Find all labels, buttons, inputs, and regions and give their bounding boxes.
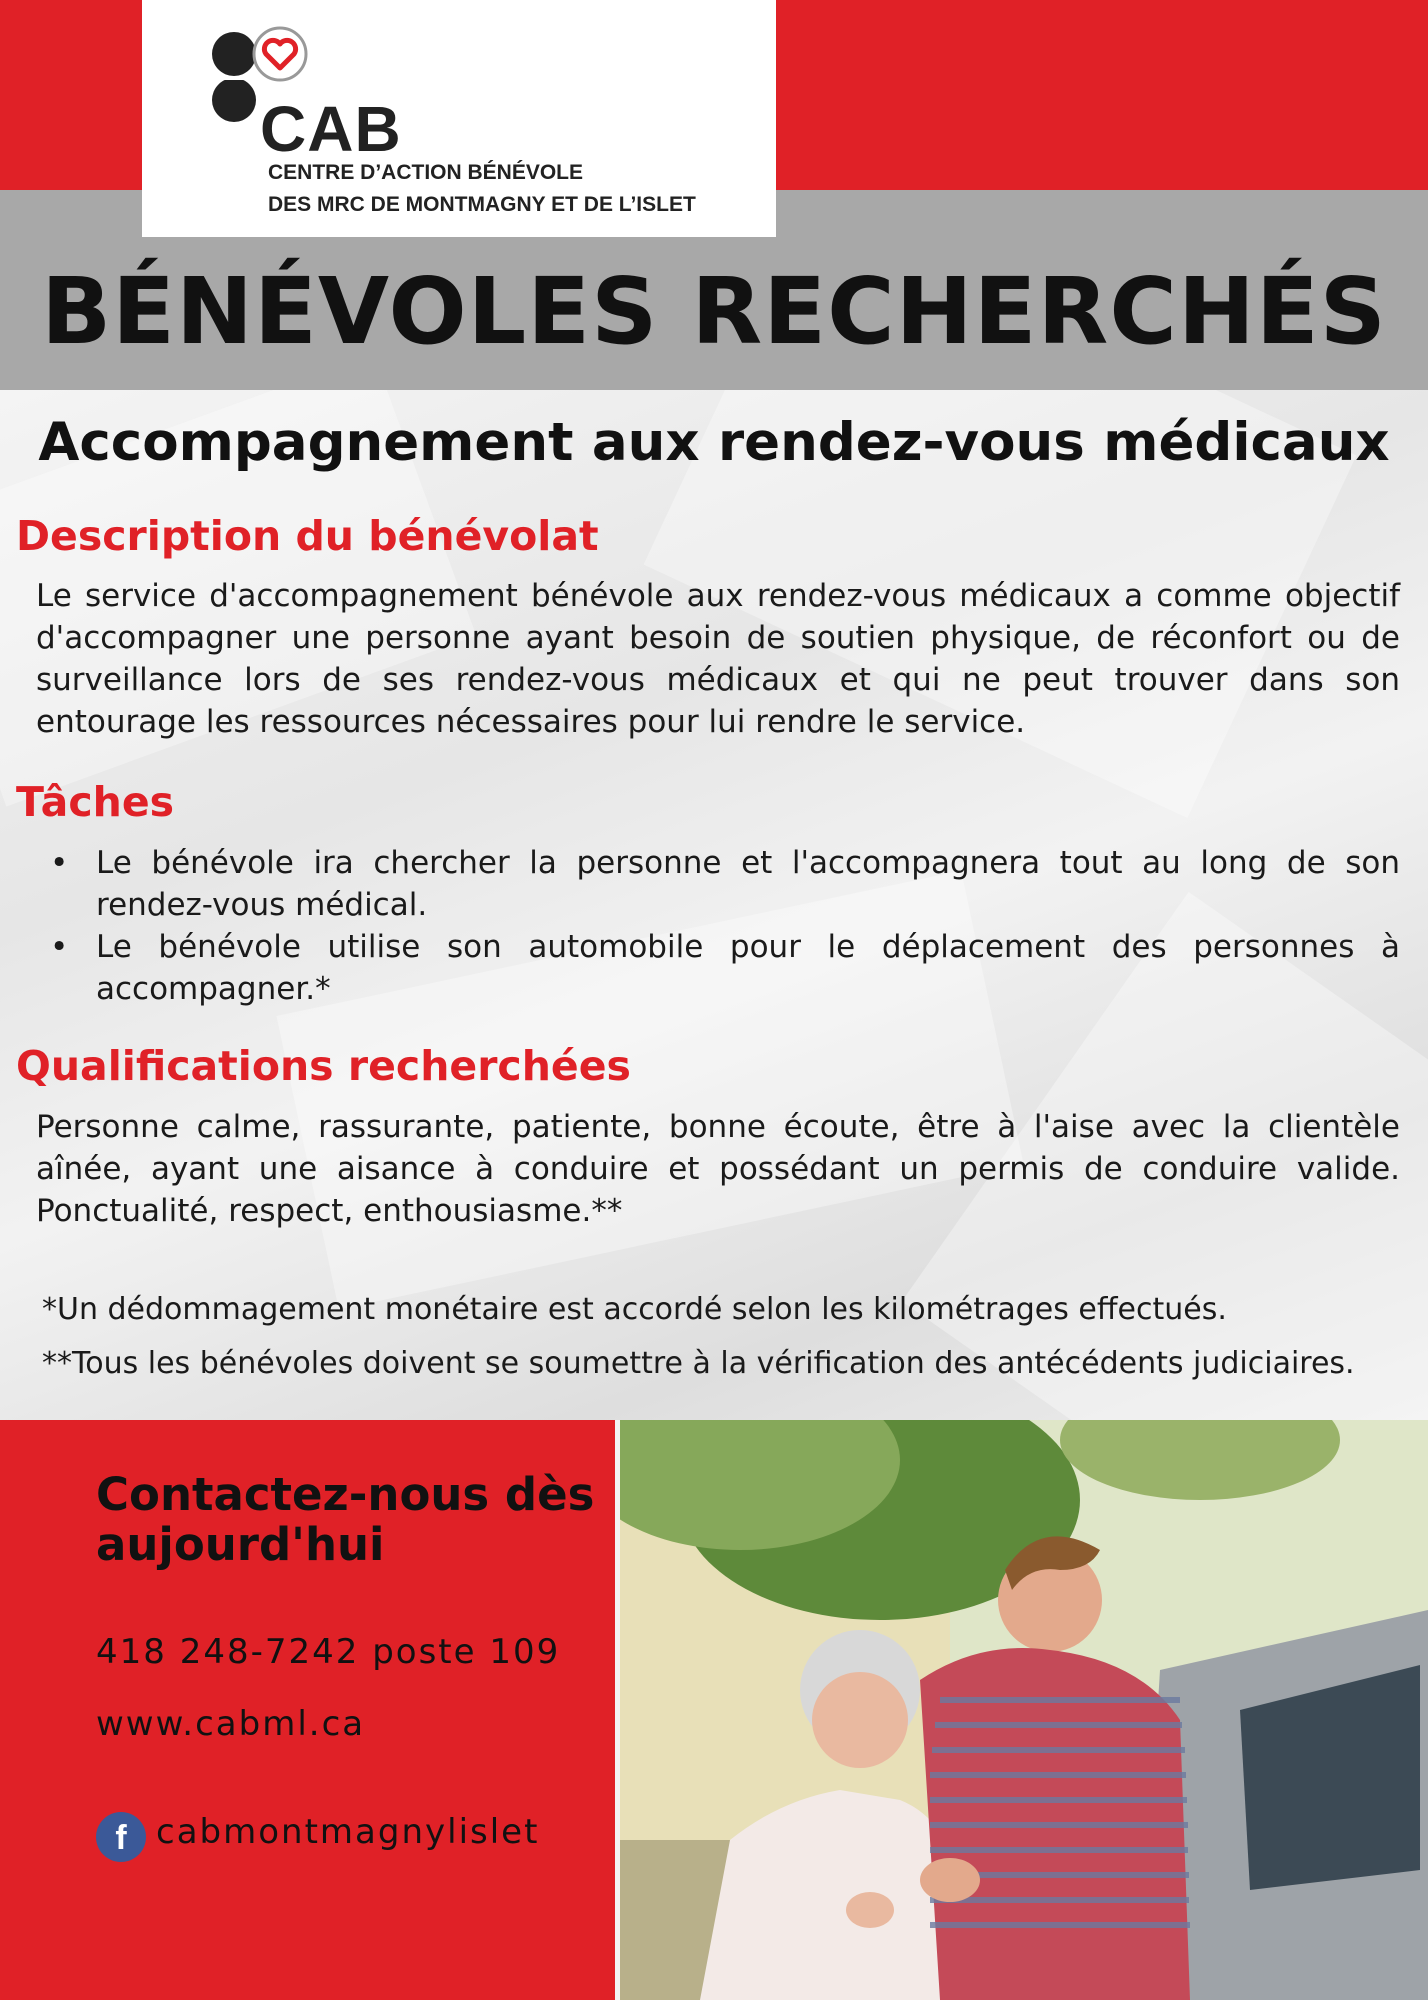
bullet-icon: • xyxy=(50,845,69,881)
task-text: Le bénévole ira chercher la personne et l'accompagnera tout au long de son rendez-vous médical. xyxy=(96,845,1400,923)
contact-title: Contactez-nous dès aujourd'hui xyxy=(96,1468,595,1571)
qualifications-text: Personne calme, rassurante, patiente, bonne écoute, être à l'aise avec la clientèle aînée, ayant une aisance à conduire et possédant un permis de conduire valide. Ponctualité, respect, enthousiasme.** xyxy=(36,1109,1400,1229)
task-text: Le bénévole utilise son automobile pour le déplacement des personnes à accompagner.* xyxy=(96,929,1400,1007)
contact-website[interactable]: www.cabml.ca xyxy=(96,1704,366,1744)
tasks-list xyxy=(36,842,1400,1010)
tasks-heading: Tâches xyxy=(16,778,175,826)
contact-phone: 418 248-7242 poste 109 xyxy=(96,1632,561,1672)
volunteer-photo xyxy=(620,1420,1428,2000)
contact-facebook[interactable]: cabmontmagnylislet xyxy=(156,1812,540,1852)
page-subtitle: Accompagnement aux rendez-vous médicaux xyxy=(38,412,1390,473)
logo-org-line2: DES MRC DE MONTMAGNY ET DE L’ISLET xyxy=(268,193,696,216)
bullet-icon: • xyxy=(50,929,69,965)
footnote-background-check: **Tous les bénévoles doivent se soumettre à la vérification des antécédents judiciaires. xyxy=(42,1346,1355,1381)
facebook-icon[interactable]: f xyxy=(96,1812,146,1862)
qualifications-heading: Qualifications recherchées xyxy=(16,1042,631,1090)
logo-acronym: CAB xyxy=(260,93,402,165)
page-title: BÉNÉVOLES RECHERCHÉS xyxy=(41,258,1387,365)
list-item xyxy=(36,842,1400,926)
footnote-compensation: *Un dédommagement monétaire est accordé selon les kilométrages effectués. xyxy=(42,1292,1227,1327)
logo xyxy=(142,0,776,237)
logo-org-line1: CENTRE D’ACTION BÉNÉVOLE xyxy=(268,161,584,184)
list-item xyxy=(36,926,1400,1010)
description-heading: Description du bénévolat xyxy=(16,512,599,560)
photo-illustration xyxy=(620,1420,1428,2000)
description-text: Le service d'accompagnement bénévole aux rendez-vous médicaux a comme objectif d'accompagner une personne ayant besoin de soutien physique, de réconfort ou de surveillance lors de ses rendez-vous médicaux et qui ne peut trouver dans son entourage les ressources nécessaires pour lui rendre le service. xyxy=(36,578,1400,740)
